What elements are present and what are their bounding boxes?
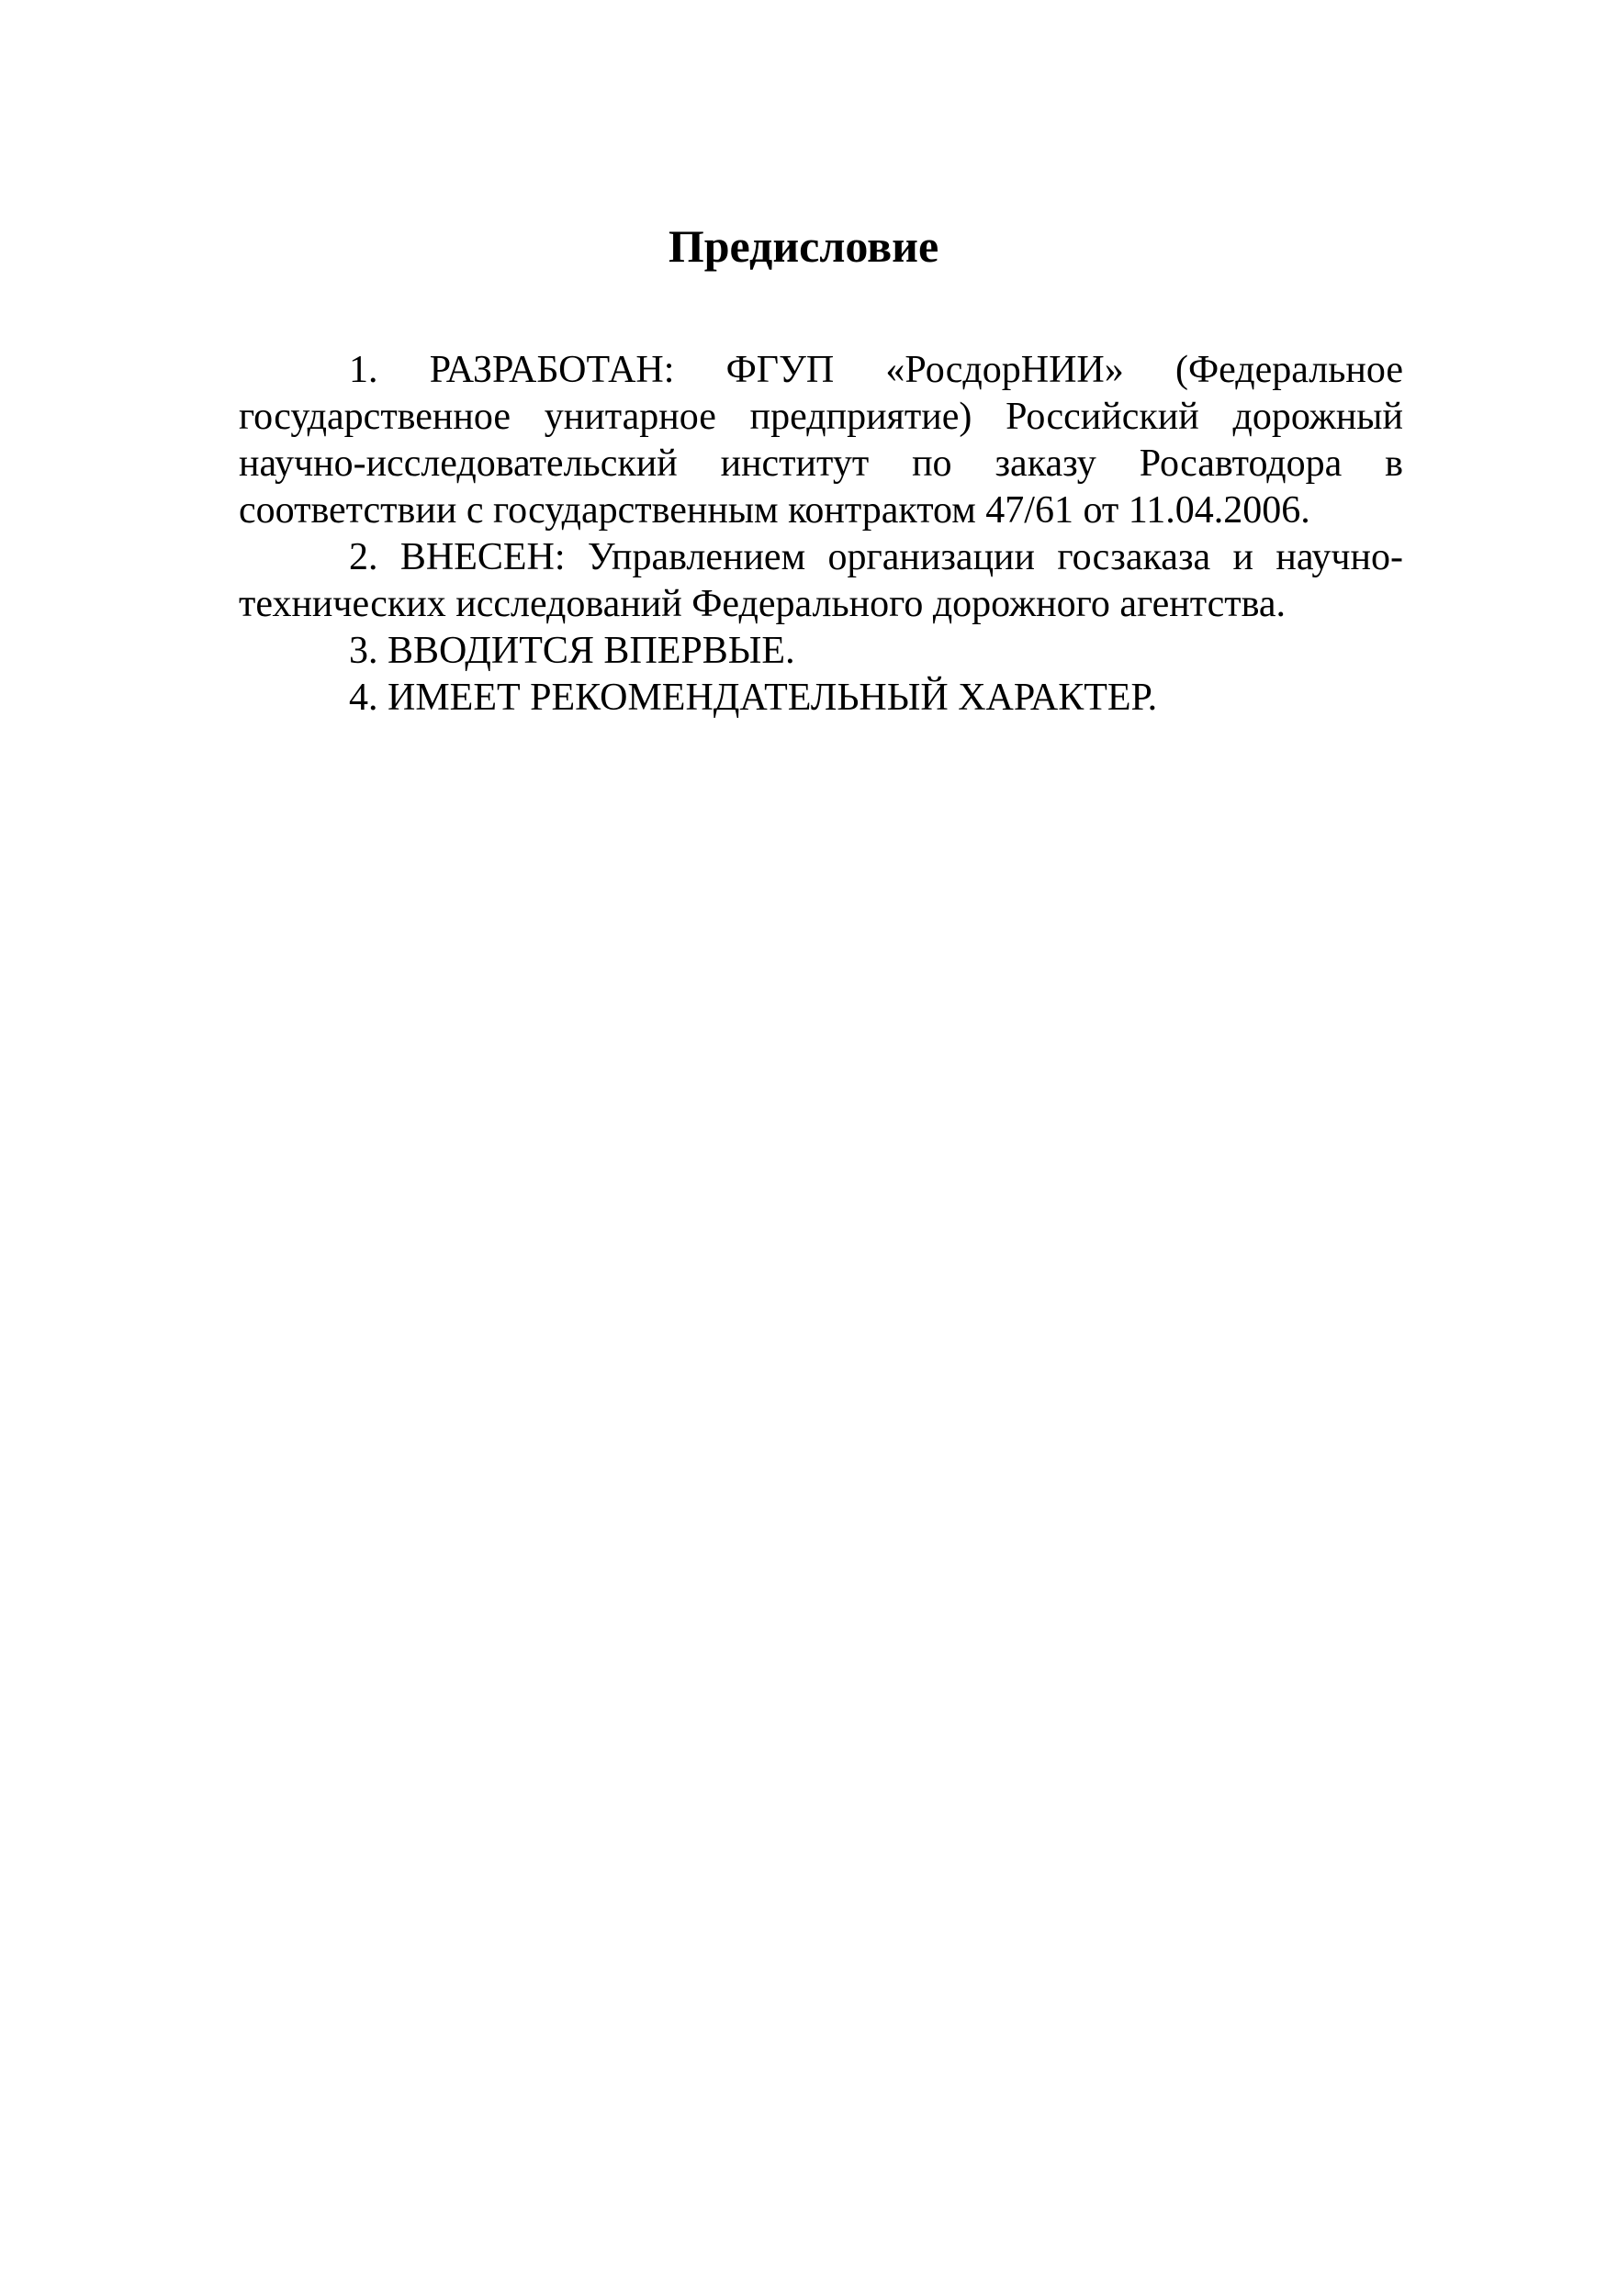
preface-body xyxy=(239,347,1403,722)
paragraph-introduced-by: 2. ВНЕСЕН: Управлением организации госзаказа и научно-технических исследований Федерального дорожного агентства. xyxy=(239,536,1403,625)
paragraph-recommendation-status: 4. ИМЕЕТ РЕКОМЕНДАТЕЛЬНЫЙ ХАРАКТЕР. xyxy=(349,677,1158,719)
paragraph-introduced-first-time: 3. ВВОДИТСЯ ВПЕРВЫЕ. xyxy=(349,630,795,672)
paragraph-developed-by: 1. РАЗРАБОТАН: ФГУП «РосдорНИИ» (Федеральное государственное унитарное предприятие) Российский дорожный научно-исследовательский институт по заказу Росавтодора в соответствии с государственным контрактом 47/61 от 11.04.2006. xyxy=(239,349,1403,532)
page-title: Предисловие xyxy=(668,220,939,272)
